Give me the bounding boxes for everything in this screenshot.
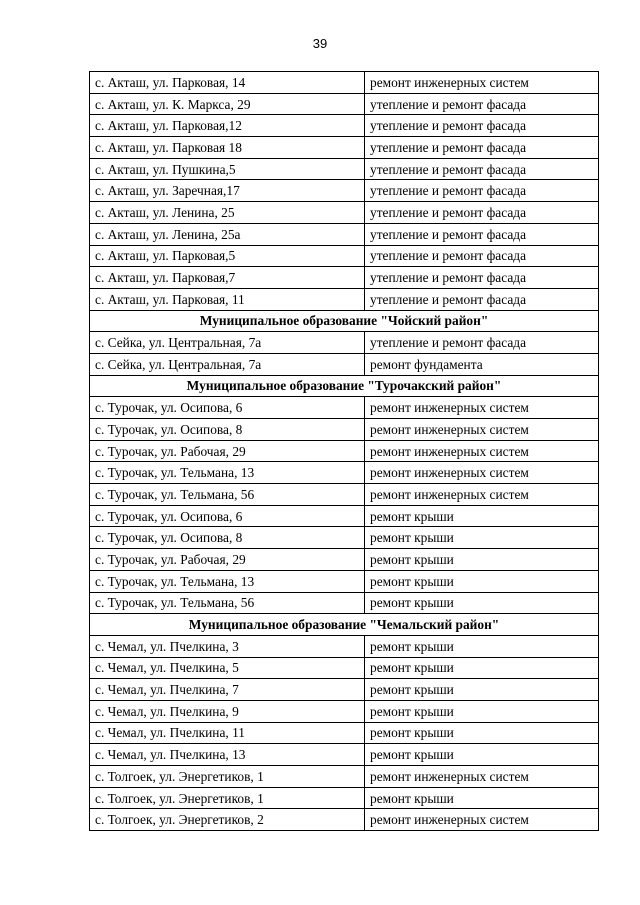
table-row — [90, 137, 599, 159]
address-cell: с. Чемал, ул. Пчелкина, 7 — [90, 679, 365, 701]
address-cell: с. Акташ, ул. Парковая,7 — [90, 267, 365, 289]
address-cell: с. Турочак, ул. Осипова, 6 — [90, 505, 365, 527]
table-row — [90, 419, 599, 441]
table-row — [90, 180, 599, 202]
work-type-cell: утепление и ремонт фасада — [365, 180, 599, 202]
table-row — [90, 93, 599, 115]
address-cell: с. Турочак, ул. Осипова, 6 — [90, 397, 365, 419]
table-row — [90, 700, 599, 722]
work-type-cell: ремонт инженерных систем — [365, 484, 599, 506]
work-type-cell: ремонт крыши — [365, 722, 599, 744]
table-row — [90, 570, 599, 592]
work-type-cell: утепление и ремонт фасада — [365, 288, 599, 310]
section-header-row — [90, 614, 599, 636]
address-cell: с. Турочак, ул. Осипова, 8 — [90, 527, 365, 549]
address-cell: с. Акташ, ул. Парковая,5 — [90, 245, 365, 267]
table-row — [90, 353, 599, 375]
table-row — [90, 115, 599, 137]
table-row — [90, 223, 599, 245]
table-row — [90, 635, 599, 657]
work-type-cell: ремонт крыши — [365, 679, 599, 701]
table-row — [90, 679, 599, 701]
table-row — [90, 722, 599, 744]
work-type-cell: утепление и ремонт фасада — [365, 115, 599, 137]
address-cell: с. Турочак, ул. Рабочая, 29 — [90, 440, 365, 462]
address-cell: с. Толгоек, ул. Энергетиков, 1 — [90, 766, 365, 788]
work-type-cell: утепление и ремонт фасада — [365, 137, 599, 159]
table-row — [90, 440, 599, 462]
work-type-cell: ремонт инженерных систем — [365, 72, 599, 94]
table-row — [90, 766, 599, 788]
table-row — [90, 809, 599, 831]
table-body — [90, 72, 599, 831]
table-row — [90, 549, 599, 571]
address-cell: с. Турочак, ул. Тельмана, 13 — [90, 462, 365, 484]
table-row — [90, 505, 599, 527]
work-type-cell: ремонт инженерных систем — [365, 809, 599, 831]
work-type-cell: утепление и ремонт фасада — [365, 202, 599, 224]
work-type-cell: ремонт крыши — [365, 744, 599, 766]
work-type-cell: ремонт крыши — [365, 787, 599, 809]
address-cell: с. Чемал, ул. Пчелкина, 13 — [90, 744, 365, 766]
table-row — [90, 202, 599, 224]
address-cell: с. Акташ, ул. Парковая,12 — [90, 115, 365, 137]
work-type-cell: ремонт инженерных систем — [365, 766, 599, 788]
table-row — [90, 158, 599, 180]
table-row — [90, 72, 599, 94]
table-row — [90, 592, 599, 614]
address-cell: с. Акташ, ул. Пушкина,5 — [90, 158, 365, 180]
work-type-cell: ремонт крыши — [365, 635, 599, 657]
address-cell: с. Чемал, ул. Пчелкина, 5 — [90, 657, 365, 679]
address-cell: с. Сейка, ул. Центральная, 7а — [90, 332, 365, 354]
table-row — [90, 288, 599, 310]
address-cell: с. Сейка, ул. Центральная, 7а — [90, 353, 365, 375]
work-type-cell: утепление и ремонт фасада — [365, 245, 599, 267]
address-cell: с. Акташ, ул. К. Маркса, 29 — [90, 93, 365, 115]
section-title: Муниципальное образование "Чемальский район" — [90, 614, 599, 636]
table-row — [90, 787, 599, 809]
address-cell: с. Акташ, ул. Парковая, 14 — [90, 72, 365, 94]
table-row — [90, 527, 599, 549]
work-type-cell: утепление и ремонт фасада — [365, 332, 599, 354]
address-cell: с. Толгоек, ул. Энергетиков, 1 — [90, 787, 365, 809]
section-header-row — [90, 375, 599, 397]
work-type-cell: ремонт крыши — [365, 657, 599, 679]
work-type-cell: ремонт крыши — [365, 527, 599, 549]
address-cell: с. Турочак, ул. Тельмана, 56 — [90, 592, 365, 614]
repair-table — [89, 71, 599, 831]
page-number: 39 — [312, 36, 328, 51]
table-row — [90, 397, 599, 419]
work-type-cell: ремонт инженерных систем — [365, 397, 599, 419]
work-type-cell: ремонт инженерных систем — [365, 419, 599, 441]
address-cell: с. Чемал, ул. Пчелкина, 11 — [90, 722, 365, 744]
table-row — [90, 267, 599, 289]
section-title: Муниципальное образование "Турочакский район" — [90, 375, 599, 397]
address-cell: с. Акташ, ул. Парковая 18 — [90, 137, 365, 159]
table-row — [90, 332, 599, 354]
table-row — [90, 744, 599, 766]
address-cell: с. Толгоек, ул. Энергетиков, 2 — [90, 809, 365, 831]
work-type-cell: ремонт фундамента — [365, 353, 599, 375]
work-type-cell: утепление и ремонт фасада — [365, 223, 599, 245]
address-cell: с. Чемал, ул. Пчелкина, 3 — [90, 635, 365, 657]
address-cell: с. Турочак, ул. Осипова, 8 — [90, 419, 365, 441]
section-header-row — [90, 310, 599, 332]
work-type-cell: утепление и ремонт фасада — [365, 93, 599, 115]
address-cell: с. Акташ, ул. Парковая, 11 — [90, 288, 365, 310]
address-cell: с. Турочак, ул. Рабочая, 29 — [90, 549, 365, 571]
table-row — [90, 657, 599, 679]
address-cell: с. Турочак, ул. Тельмана, 13 — [90, 570, 365, 592]
table-row — [90, 462, 599, 484]
work-type-cell: ремонт инженерных систем — [365, 462, 599, 484]
work-type-cell: утепление и ремонт фасада — [365, 267, 599, 289]
address-cell: с. Чемал, ул. Пчелкина, 9 — [90, 700, 365, 722]
work-type-cell: ремонт крыши — [365, 700, 599, 722]
work-type-cell: ремонт крыши — [365, 592, 599, 614]
address-cell: с. Акташ, ул. Ленина, 25 — [90, 202, 365, 224]
work-type-cell: ремонт крыши — [365, 549, 599, 571]
table-row — [90, 245, 599, 267]
work-type-cell: утепление и ремонт фасада — [365, 158, 599, 180]
work-type-cell: ремонт крыши — [365, 570, 599, 592]
section-title: Муниципальное образование "Чойский район" — [90, 310, 599, 332]
address-cell: с. Акташ, ул. Ленина, 25а — [90, 223, 365, 245]
address-cell: с. Акташ, ул. Заречная,17 — [90, 180, 365, 202]
address-cell: с. Турочак, ул. Тельмана, 56 — [90, 484, 365, 506]
work-type-cell: ремонт крыши — [365, 505, 599, 527]
work-type-cell: ремонт инженерных систем — [365, 440, 599, 462]
table-row — [90, 484, 599, 506]
